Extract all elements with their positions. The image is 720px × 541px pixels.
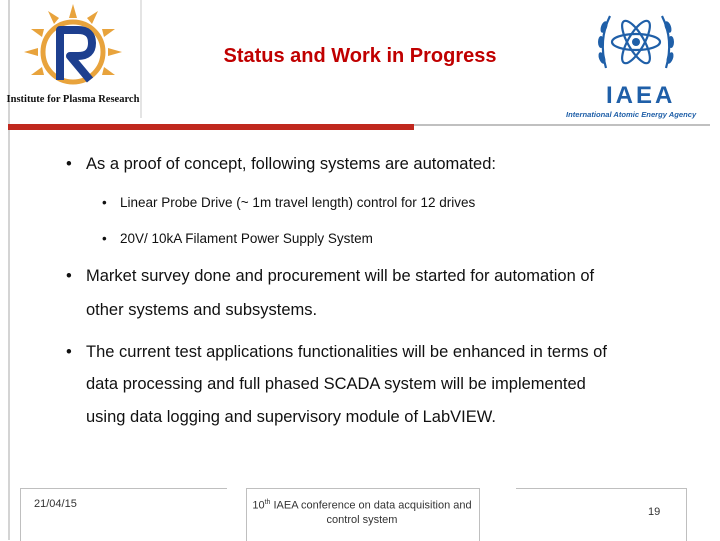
iaea-subtitle: International Atomic Energy Agency xyxy=(566,110,697,119)
footer-date-box xyxy=(20,488,227,541)
footer-page-box xyxy=(516,488,687,541)
title-accent-bar xyxy=(8,124,414,130)
conference-line-2: control system xyxy=(326,513,398,526)
conference-ordinal: th xyxy=(264,499,271,506)
bullet-dot: • xyxy=(66,155,72,173)
ipr-logo xyxy=(6,4,140,116)
subbullet-text: Linear Probe Drive (~ 1m travel length) control for 12 drives xyxy=(120,195,476,210)
bullet-dot: • xyxy=(66,267,72,285)
footer-conference xyxy=(246,496,478,527)
ipr-sun-logo-icon xyxy=(20,4,126,94)
bullet-test-applications-cont-2: using data logging and supervisory module of LabVIEW. xyxy=(86,408,497,426)
iaea-logo xyxy=(562,2,718,124)
bullet-market-survey-cont: other systems and subsystems. xyxy=(86,301,318,319)
bullet-text: The current test applications functionalities will be enhanced in terms of xyxy=(86,343,607,361)
bullet-dot: • xyxy=(102,195,107,210)
iaea-wordmark: IAEA xyxy=(606,82,676,109)
conference-line-1: IAEA conference on data acquisition and xyxy=(270,499,472,512)
bullet-text: As a proof of concept, following systems are automated: xyxy=(86,155,496,173)
bullet-test-applications-cont-1: data processing and full phased SCADA system will be implemented xyxy=(86,375,586,393)
frame-line-header xyxy=(140,0,142,118)
bullet-text: Market survey done and procurement will be started for automation of xyxy=(86,267,595,285)
atom-olive-wreath-icon xyxy=(596,2,676,78)
subbullet-text: 20V/ 10kA Filament Power Supply System xyxy=(120,231,373,246)
bullet-dot: • xyxy=(66,343,72,361)
conference-number: 10 xyxy=(252,499,265,512)
page-number: 19 xyxy=(648,506,661,518)
bullet-dot: • xyxy=(102,231,107,246)
ipr-logo-caption: Institute for Plasma Research xyxy=(6,94,140,105)
slide-title: Status and Work in Progress xyxy=(223,45,497,67)
footer-date: 21/04/15 xyxy=(34,498,77,510)
